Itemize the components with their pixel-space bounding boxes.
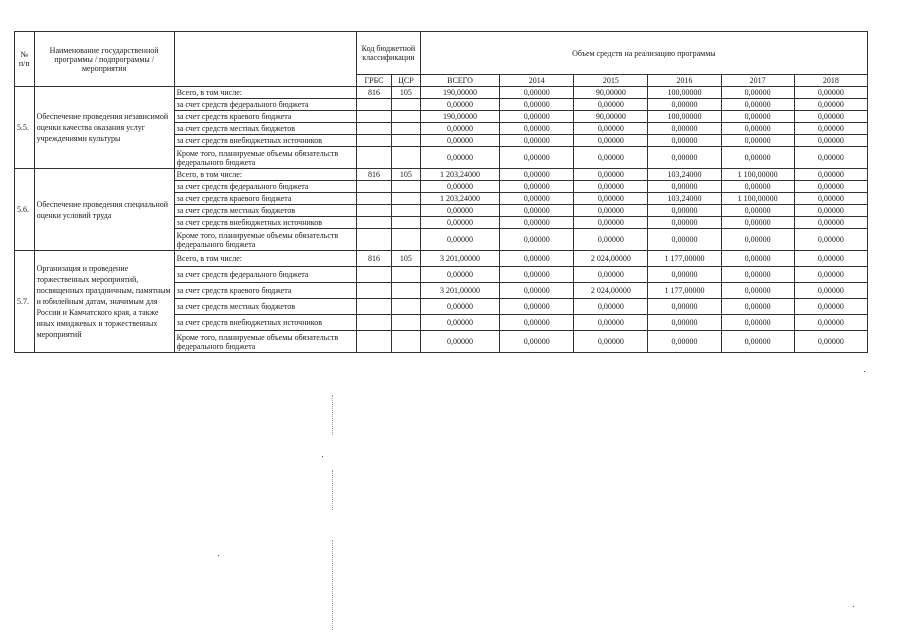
value-2016: 0,00000 — [648, 205, 721, 217]
total-value: 3 201,00000 — [420, 283, 499, 299]
grbs-code-empty — [356, 99, 391, 111]
value-2018: 0,00000 — [794, 123, 867, 135]
csr-code-empty — [392, 331, 421, 353]
value-2017: 0,00000 — [721, 251, 794, 267]
header-year-2016: 2016 — [648, 75, 721, 87]
value-2015: 90,00000 — [574, 111, 648, 123]
grbs-code: 816 — [356, 169, 391, 181]
value-2017: 0,00000 — [721, 331, 794, 353]
value-2015: 0,00000 — [574, 147, 648, 169]
csr-code-empty — [392, 111, 421, 123]
grbs-code-empty — [356, 135, 391, 147]
grbs-code-empty — [356, 331, 391, 353]
header-year-2015: 2015 — [574, 75, 648, 87]
value-2015: 0,00000 — [574, 229, 648, 251]
csr-code-empty — [392, 283, 421, 299]
csr-code-empty — [392, 99, 421, 111]
section-name: Обеспечение проведения независимой оценки качества оказания услуг учреждениями культуры — [34, 87, 174, 169]
funding-source-label: за счет средств краевого бюджета — [174, 111, 356, 123]
value-2017: 0,00000 — [721, 111, 794, 123]
scan-speck — [218, 555, 219, 556]
value-2015: 0,00000 — [574, 193, 648, 205]
value-2015: 2 024,00000 — [574, 251, 648, 267]
value-2014: 0,00000 — [500, 331, 574, 353]
table-row — [15, 169, 868, 181]
value-2018: 0,00000 — [794, 135, 867, 147]
funding-source-label: Кроме того, планируемые объемы обязательств федерального бюджета — [174, 229, 356, 251]
grbs-code-empty — [356, 267, 391, 283]
value-2015: 0,00000 — [574, 181, 648, 193]
value-2017: 0,00000 — [721, 267, 794, 283]
value-2016: 0,00000 — [648, 217, 721, 229]
section-index: 5.7. — [15, 251, 35, 353]
value-2015: 0,00000 — [574, 123, 648, 135]
header-num: № п/п — [15, 32, 35, 87]
value-2018: 0,00000 — [794, 229, 867, 251]
value-2014: 0,00000 — [500, 135, 574, 147]
value-2016: 0,00000 — [648, 299, 721, 315]
grbs-code-empty — [356, 217, 391, 229]
value-2016: 103,24000 — [648, 193, 721, 205]
value-2014: 0,00000 — [500, 217, 574, 229]
scan-speck — [864, 371, 865, 372]
value-2016: 0,00000 — [648, 135, 721, 147]
grbs-code: 816 — [356, 251, 391, 267]
value-2018: 0,00000 — [794, 205, 867, 217]
value-2017: 1 100,00000 — [721, 193, 794, 205]
funding-source-label: за счет средств внебюджетных источников — [174, 315, 356, 331]
csr-code: 105 — [392, 251, 421, 267]
total-value: 0,00000 — [420, 299, 499, 315]
value-2015: 0,00000 — [574, 169, 648, 181]
total-value: 1 203,24000 — [420, 169, 499, 181]
section-name: Организация и проведение торжественных мероприятий, посвященных праздничным, памятным и юбилейным датам, значимым для России и Камчатского края, а также иных имиджевых и торжественных мероприятий — [34, 251, 174, 353]
section-index: 5.5. — [15, 87, 35, 169]
value-2014: 0,00000 — [500, 251, 574, 267]
total-value: 190,00000 — [420, 87, 499, 99]
total-value: 0,00000 — [420, 135, 499, 147]
total-value: 1 203,24000 — [420, 193, 499, 205]
total-value: 0,00000 — [420, 229, 499, 251]
csr-code-empty — [392, 217, 421, 229]
value-2018: 0,00000 — [794, 283, 867, 299]
value-2017: 0,00000 — [721, 87, 794, 99]
value-2014: 0,00000 — [500, 99, 574, 111]
value-2014: 0,00000 — [500, 299, 574, 315]
grbs-code-empty — [356, 205, 391, 217]
value-2016: 1 177,00000 — [648, 251, 721, 267]
value-2014: 0,00000 — [500, 267, 574, 283]
csr-code-empty — [392, 315, 421, 331]
grbs-code-empty — [356, 111, 391, 123]
funding-source-label: Всего, в том числе: — [174, 251, 356, 267]
value-2018: 0,00000 — [794, 111, 867, 123]
funding-source-label: за счет средств федерального бюджета — [174, 181, 356, 193]
total-value: 190,00000 — [420, 111, 499, 123]
budget-table — [14, 31, 868, 353]
value-2018: 0,00000 — [794, 267, 867, 283]
value-2015: 0,00000 — [574, 99, 648, 111]
csr-code-empty — [392, 299, 421, 315]
value-2015: 0,00000 — [574, 315, 648, 331]
csr-code-empty — [392, 267, 421, 283]
header-volume: Объем средств на реализацию программы — [420, 32, 867, 75]
total-value: 0,00000 — [420, 181, 499, 193]
value-2017: 0,00000 — [721, 283, 794, 299]
value-2018: 0,00000 — [794, 299, 867, 315]
csr-code-empty — [392, 135, 421, 147]
csr-code: 105 — [392, 87, 421, 99]
grbs-code-empty — [356, 123, 391, 135]
scan-speck — [322, 456, 323, 457]
total-value: 0,00000 — [420, 267, 499, 283]
grbs-code-empty — [356, 229, 391, 251]
value-2017: 0,00000 — [721, 205, 794, 217]
value-2014: 0,00000 — [500, 147, 574, 169]
grbs-code-empty — [356, 299, 391, 315]
value-2017: 0,00000 — [721, 123, 794, 135]
value-2017: 0,00000 — [721, 147, 794, 169]
table-row — [15, 87, 868, 99]
value-2016: 0,00000 — [648, 147, 721, 169]
value-2014: 0,00000 — [500, 123, 574, 135]
table-row — [15, 251, 868, 267]
funding-source-label: Всего, в том числе: — [174, 87, 356, 99]
funding-source-label: за счет средств федерального бюджета — [174, 267, 356, 283]
total-value: 0,00000 — [420, 315, 499, 331]
value-2017: 1 100,00000 — [721, 169, 794, 181]
header-total: ВСЕГО — [420, 75, 499, 87]
value-2015: 0,00000 — [574, 331, 648, 353]
value-2018: 0,00000 — [794, 315, 867, 331]
header-year-2017: 2017 — [721, 75, 794, 87]
value-2015: 0,00000 — [574, 267, 648, 283]
grbs-code-empty — [356, 193, 391, 205]
section-name: Обеспечение проведения специальной оценки условий труда — [34, 169, 174, 251]
value-2014: 0,00000 — [500, 315, 574, 331]
funding-source-label: за счет средств местных бюджетов — [174, 205, 356, 217]
funding-source-label: за счет средств краевого бюджета — [174, 193, 356, 205]
csr-code: 105 — [392, 169, 421, 181]
value-2014: 0,00000 — [500, 169, 574, 181]
value-2018: 0,00000 — [794, 217, 867, 229]
value-2016: 100,00000 — [648, 87, 721, 99]
header-year-2014: 2014 — [500, 75, 574, 87]
value-2018: 0,00000 — [794, 147, 867, 169]
value-2015: 2 024,00000 — [574, 283, 648, 299]
funding-source-label: за счет средств внебюджетных источников — [174, 217, 356, 229]
total-value: 0,00000 — [420, 123, 499, 135]
value-2017: 0,00000 — [721, 135, 794, 147]
value-2018: 0,00000 — [794, 87, 867, 99]
value-2016: 0,00000 — [648, 181, 721, 193]
section-index: 5.6. — [15, 169, 35, 251]
value-2015: 0,00000 — [574, 217, 648, 229]
value-2014: 0,00000 — [500, 205, 574, 217]
scan-artifact-line — [332, 395, 333, 435]
value-2015: 0,00000 — [574, 205, 648, 217]
grbs-code-empty — [356, 315, 391, 331]
funding-source-label: за счет средств федерального бюджета — [174, 99, 356, 111]
total-value: 0,00000 — [420, 217, 499, 229]
total-value: 0,00000 — [420, 205, 499, 217]
header-csr: ЦСР — [392, 75, 421, 87]
funding-source-label: за счет средств краевого бюджета — [174, 283, 356, 299]
header-year-2018: 2018 — [794, 75, 867, 87]
total-value: 0,00000 — [420, 331, 499, 353]
value-2016: 0,00000 — [648, 229, 721, 251]
value-2016: 0,00000 — [648, 123, 721, 135]
grbs-code-empty — [356, 283, 391, 299]
header-name: Наименование государственной программы / подпрограммы / мероприятия — [34, 32, 174, 87]
header-grbs: ГРБС — [356, 75, 391, 87]
value-2016: 0,00000 — [648, 267, 721, 283]
value-2014: 0,00000 — [500, 87, 574, 99]
value-2014: 0,00000 — [500, 181, 574, 193]
grbs-code-empty — [356, 147, 391, 169]
value-2015: 90,00000 — [574, 87, 648, 99]
scan-artifact-line — [332, 540, 333, 630]
value-2016: 103,24000 — [648, 169, 721, 181]
value-2018: 0,00000 — [794, 169, 867, 181]
value-2017: 0,00000 — [721, 229, 794, 251]
header-blank — [174, 32, 356, 87]
value-2014: 0,00000 — [500, 283, 574, 299]
funding-source-label: за счет средств местных бюджетов — [174, 299, 356, 315]
csr-code-empty — [392, 147, 421, 169]
funding-source-label: за счет средств внебюджетных источников — [174, 135, 356, 147]
total-value: 0,00000 — [420, 99, 499, 111]
table-header — [15, 32, 868, 87]
value-2018: 0,00000 — [794, 181, 867, 193]
csr-code-empty — [392, 181, 421, 193]
value-2014: 0,00000 — [500, 111, 574, 123]
table-body — [15, 87, 868, 353]
value-2016: 0,00000 — [648, 315, 721, 331]
value-2015: 0,00000 — [574, 299, 648, 315]
funding-source-label: Всего, в том числе: — [174, 169, 356, 181]
csr-code-empty — [392, 229, 421, 251]
funding-source-label: Кроме того, планируемые объемы обязательств федерального бюджета — [174, 147, 356, 169]
funding-source-label: Кроме того, планируемые объемы обязательств федерального бюджета — [174, 331, 356, 353]
csr-code-empty — [392, 205, 421, 217]
csr-code-empty — [392, 123, 421, 135]
value-2018: 0,00000 — [794, 251, 867, 267]
value-2018: 0,00000 — [794, 331, 867, 353]
value-2017: 0,00000 — [721, 299, 794, 315]
funding-source-label: за счет средств местных бюджетов — [174, 123, 356, 135]
value-2018: 0,00000 — [794, 99, 867, 111]
scan-artifact-line — [332, 470, 333, 510]
value-2016: 1 177,00000 — [648, 283, 721, 299]
value-2017: 0,00000 — [721, 99, 794, 111]
value-2016: 100,00000 — [648, 111, 721, 123]
value-2018: 0,00000 — [794, 193, 867, 205]
total-value: 0,00000 — [420, 147, 499, 169]
header-code: Код бюджетной классификации — [356, 32, 420, 75]
csr-code-empty — [392, 193, 421, 205]
grbs-code-empty — [356, 181, 391, 193]
value-2016: 0,00000 — [648, 331, 721, 353]
value-2014: 0,00000 — [500, 193, 574, 205]
value-2017: 0,00000 — [721, 315, 794, 331]
value-2017: 0,00000 — [721, 217, 794, 229]
value-2016: 0,00000 — [648, 99, 721, 111]
value-2017: 0,00000 — [721, 181, 794, 193]
scan-speck — [853, 606, 854, 607]
value-2014: 0,00000 — [500, 229, 574, 251]
value-2015: 0,00000 — [574, 135, 648, 147]
grbs-code: 816 — [356, 87, 391, 99]
total-value: 3 201,00000 — [420, 251, 499, 267]
